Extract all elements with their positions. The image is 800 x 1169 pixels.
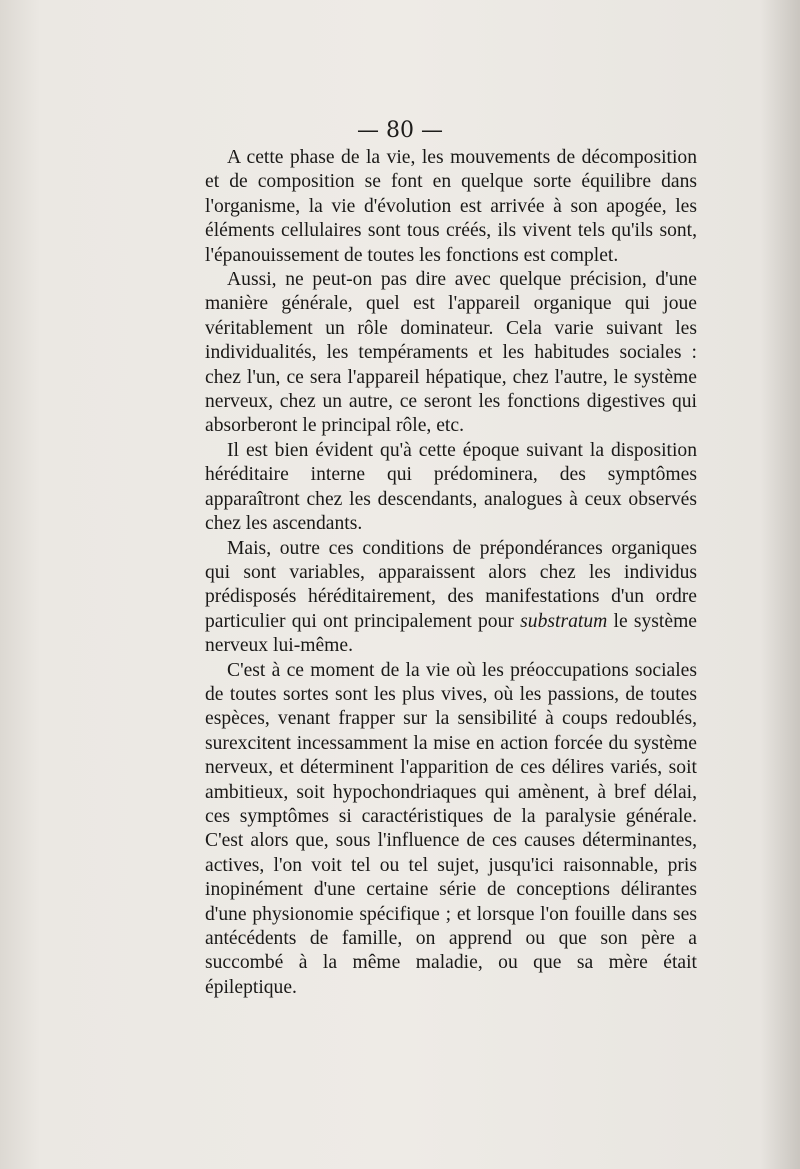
paragraph-5: C'est à ce moment de la vie où les préoccupations sociales de toutes sortes sont les plus vives, où les passions, de toutes espèces, venant frapper sur la sensibilité à coups redoublés, surexcitent incessamment la mise en action forcée du système nerveux, et déterminent l'apparition de ces délires variés, soit ambitieux, soit hypochondriaques qui amènent, à bref délai, ces symptômes si caractéristiques de la paralysie générale. C'est alors que, sous l'influence de ces causes déterminantes, actives, l'on voit tel ou tel sujet, jusqu'ici raisonnable, pris inopinément d'une certaine série de conceptions délirantes d'une physionomie spécifique ; et lorsque l'on fouille dans ses antécédents de famille, on apprend ou que son père a succombé à la même maladie, ou que sa mère était épileptique.	[205, 659, 697, 998]
paragraph-4-text-end: le système nerveux lui-même.	[205, 610, 698, 657]
paragraph-4-text-start: Mais, outre ces conditions de prépondérances organiques qui sont variables, apparaissent alors chez les individus prédisposés héréditairement, des manifestations d'un ordre particulier qui ont principalement pour	[205, 537, 697, 632]
paragraph-4	[205, 537, 697, 659]
paragraph-4-italic-term: substratum	[520, 610, 608, 632]
page-number: — 80 —	[357, 118, 443, 143]
paragraph-1: A cette phase de la vie, les mouvements de décomposition et de composition se font en quelque sorte équilibre dans l'organisme, la vie d'évolution est arrivée à son apogée, les éléments cellulaires sont tous créés, ils vivent tels qu'ils sont, l'épanouissement de toutes les fonctions est complet.	[205, 147, 697, 266]
paragraph-2: Aussi, ne peut-on pas dire avec quelque précision, d'une manière générale, quel est l'appareil organique qui joue véritablement un rôle dominateur. Cela varie suivant les individualités, les tempéraments et les habitudes sociales : chez l'un, ce sera l'appareil hépatique, chez l'autre, le système nerveux, chez un autre, ce seront les fonctions digestives qui absorberont le principal rôle, etc.	[205, 269, 697, 437]
paragraph-3: Il est bien évident qu'à cette époque suivant la disposition héréditaire interne qui prédominera, des symptômes apparaîtront chez les descendants, analogues à ceux observés chez les ascendants.	[205, 439, 697, 535]
body-text	[205, 146, 697, 1000]
